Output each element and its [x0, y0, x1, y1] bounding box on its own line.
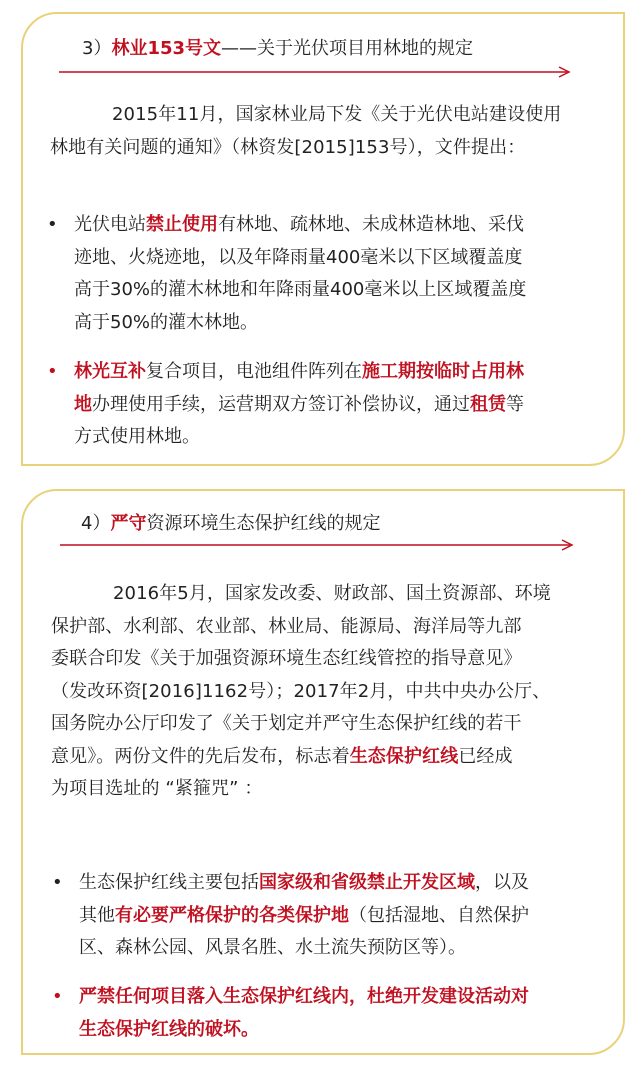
highlight-text: 国家级和省级禁止开发区域: [259, 872, 475, 893]
bullet-dot-icon: •: [47, 361, 58, 382]
heading-text: 资源环境生态保护红线的规定: [146, 513, 381, 534]
highlight-text: 生态保护红线: [349, 745, 459, 767]
heading-number: 3）: [82, 38, 112, 59]
heading-text: ——关于光伏项目用林地的规定: [221, 38, 474, 59]
heading-number: 4）: [81, 513, 111, 534]
paragraph-line: 林地有关问题的通知》（林资发[2015]153号），文件提出：: [50, 136, 526, 158]
bullet-text: 严禁任何项目落入生态保护红线内，杜绝开发建设活动对 生态保护红线的破坏。: [79, 986, 529, 1040]
section-3-paragraph: [50, 99, 610, 164]
section-4-paragraph: [51, 578, 601, 806]
paragraph-line: 意见》。两份文件的先后发布，标志着生态保护红线已经成: [51, 745, 513, 767]
bullet-text: 生态保护红线主要包括国家级和省级禁止开发区域，以及 其他有必要严格保护的各类保护地（包括湿地、自然保护 区、森林公园、风景名胜、水土流失预防区等）。: [79, 872, 529, 958]
highlight-text: 租赁: [470, 393, 506, 415]
bullet-dot-icon: •: [52, 986, 63, 1007]
paragraph-line: （发改环资[2016]1162号）；2017年2月，中共中央办公厅、: [51, 680, 551, 702]
paragraph-line: 2015年11月，国家林业局下发《关于光伏电站建设使用: [112, 104, 562, 125]
highlight-text: 施工期按临时占用林: [362, 361, 524, 382]
bullet-text: 林光互补复合项目，电池组件阵列在施工期按临时占用林 地办理使用手续，运营期双方签订补偿协议，通过租赁等 方式使用林地。: [74, 361, 524, 447]
bullet-dot-icon: •: [52, 872, 63, 893]
heading-highlight: 严守: [110, 513, 147, 534]
paragraph-line: 保护部、水利部、农业部、林业局、能源局、海洋局等九部: [51, 615, 522, 637]
paragraph-line: 委联合印发《关于加强资源环境生态红线管控的指导意见》: [51, 648, 522, 669]
divider-arrow-icon: [59, 66, 577, 78]
paragraph-line: 为项目选址的 “紧箍咒” ：: [51, 778, 263, 799]
section-3-heading: [82, 38, 473, 60]
highlight-text: 禁止使用: [146, 214, 218, 235]
paragraph-line: 2016年5月，国家发改委、财政部、国土资源部、环境: [113, 583, 551, 604]
paragraph-line: 国务院办公厅印发了《关于划定并严守生态保护红线的若干: [51, 713, 522, 734]
highlight-text: 地: [74, 393, 92, 415]
highlight-text: 林光互补: [74, 361, 146, 382]
section-4-heading: [81, 513, 380, 535]
heading-highlight: 林业153号文: [111, 38, 222, 59]
section-4-card: [21, 489, 625, 1055]
divider-arrow-icon: [60, 539, 580, 551]
bullet-dot-icon: •: [47, 214, 58, 235]
bullet-text: 光伏电站禁止使用有林地、疏林地、未成林造林地、采伐 迹地、火烧迹地，以及年降雨量400毫米以下区域覆盖度 高于30%的灌木林地和年降雨量400毫米以上区域覆盖度 高于50%的灌木林地。: [74, 214, 527, 333]
highlight-text: 有必要严格保护的各类保护地: [115, 904, 349, 926]
section-3-card: [21, 12, 625, 466]
